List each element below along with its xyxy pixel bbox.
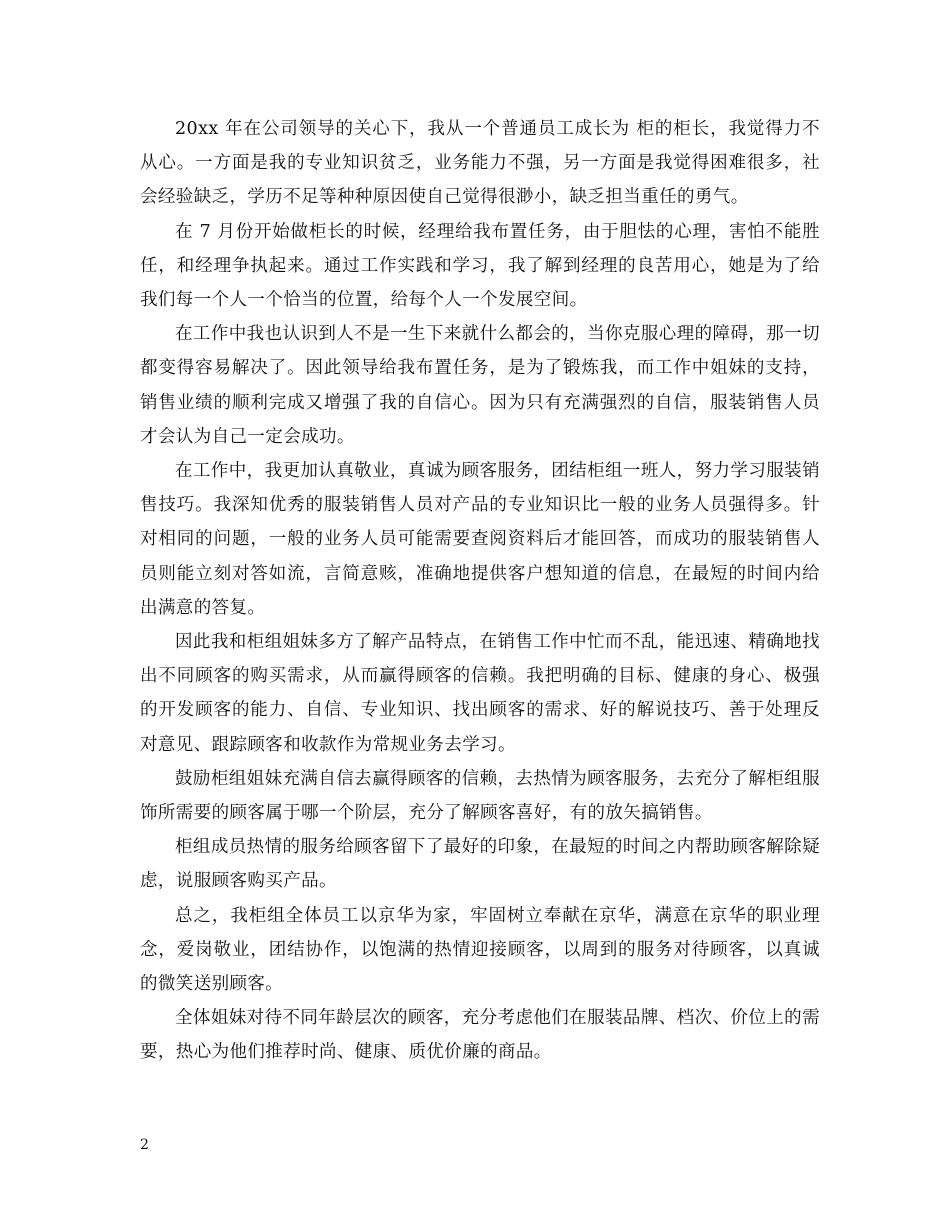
- paragraph: 鼓励柜组姐妹充满自信去赢得顾客的信赖，去热情为顾客服务，去充分了解柜组服饰所需要的顾客属于哪一个阶层，充分了解顾客喜好，有的放矢搞销售。: [140, 768, 820, 824]
- paragraph: 在 7 月份开始做柜长的时候，经理给我布置任务，由于胆怯的心理，害怕不能胜任，和经理争执起来。通过工作实践和学习，我了解到经理的良苦用心，她是为了给我们每一个人一个恰当的位置，给每个人一个发展空间。: [140, 221, 820, 311]
- paragraph: 因此我和柜组姐妹多方了解产品特点，在销售工作中忙而不乱，能迅速、精确地找出不同顾客的购买需求，从而赢得顾客的信赖。我把明确的目标、健康的身心、极强的开发顾客的能力、自信、专业知识、找出顾客的需求、好的解说技巧、善于处理反对意见、跟踪顾客和收款作为常规业务去学习。: [140, 632, 820, 755]
- paragraph: 柜组成员热情的服务给顾客留下了最好的印象，在最短的时间之内帮助顾客解除疑虑，说服顾客购买产品。: [140, 837, 820, 892]
- page-number: 2: [140, 1137, 149, 1153]
- paragraph: 总之，我柜组全体员工以京华为家，牢固树立奉献在京华，满意在京华的职业理念，爱岗敬业，团结协作，以饱满的热情迎接顾客，以周到的服务对待顾客，以真诚的微笑送别顾客。: [140, 905, 820, 995]
- paragraph: 20xx 年在公司领导的关心下，我从一个普通员工成长为 柜的柜长，我觉得力不从心。一方面是我的专业知识贫乏，业务能力不强，另一方面是我觉得困难很多，社会经验缺乏，学历不足等种种原因使自己觉得很渺小，缺乏担当重任的勇气。: [140, 119, 820, 208]
- paragraph: 在工作中，我更加认真敬业，真诚为顾客服务，团结柜组一班人，努力学习服装销售技巧。我深知优秀的服装销售人员对产品的专业知识比一般的业务人员强得多。针对相同的问题，一般的业务人员可能需要查阅资料后才能回答，而成功的服装销售人员则能立刻对答如流，言简意赅，准确地提供客户想知道的信息，在最短的时间内给出满意的答复。: [140, 461, 820, 618]
- paragraph: 在工作中我也认识到人不是一生下来就什么都会的，当你克服心理的障碍，那一切都变得容易解决了。因此领导给我布置任务，是为了锻炼我，而工作中姐妹的支持，销售业绩的顺利完成又增强了我的自信心。因为只有充满强烈的自信，服装销售人员才会认为自己一定会成功。: [140, 324, 820, 447]
- document-body: [140, 112, 820, 1070]
- paragraph: 全体姐妹对待不同年龄层次的顾客，充分考虑他们在服装品牌、档次、价位上的需要，热心为他们推荐时尚、健康、质优价廉的商品。: [140, 1008, 820, 1063]
